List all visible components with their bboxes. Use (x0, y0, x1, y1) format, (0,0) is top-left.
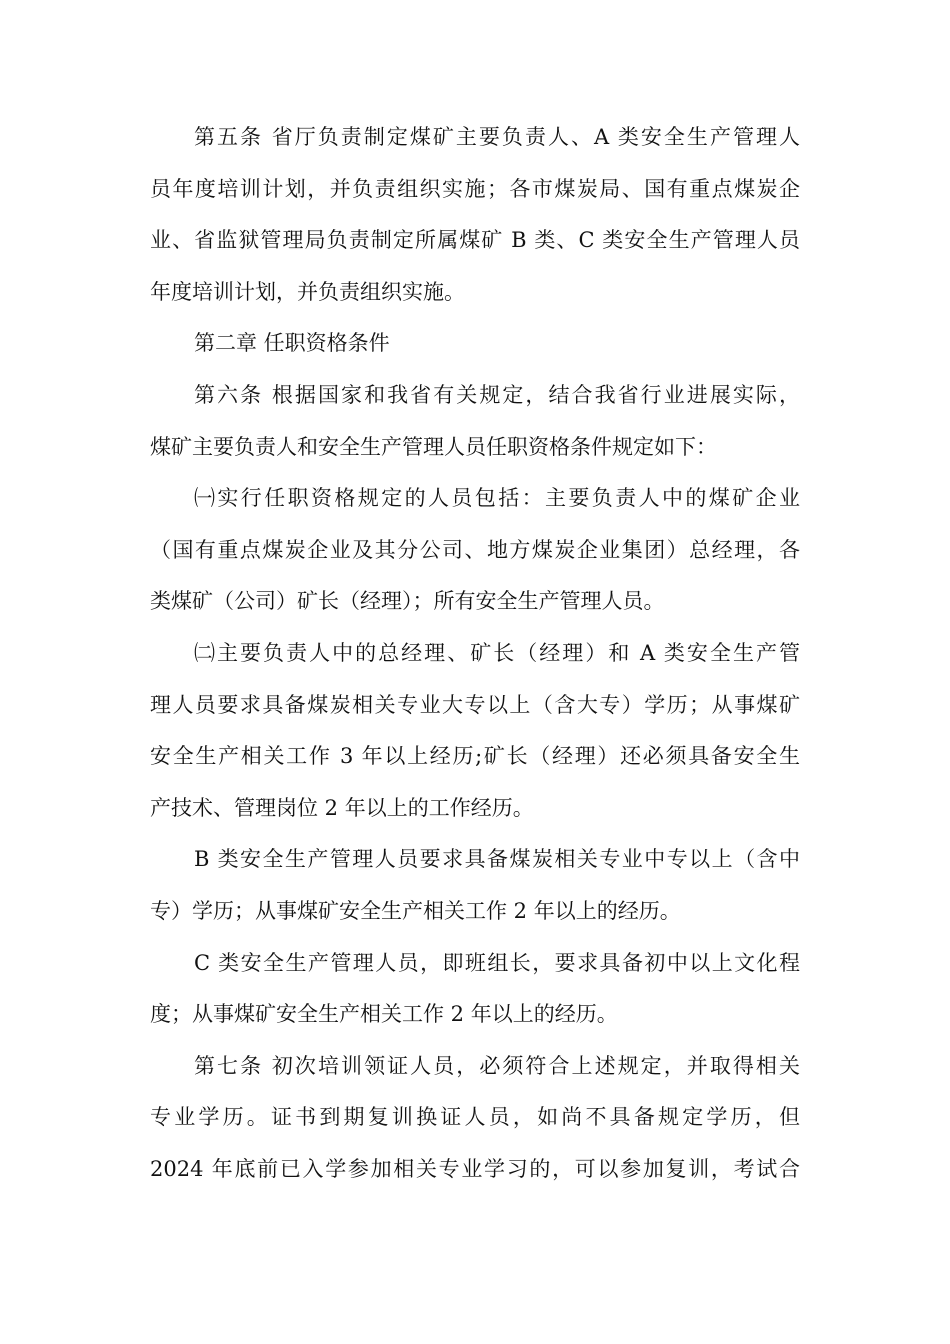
text-line: 煤矿主要负责人和安全生产管理人员任职资格条件规定如下： (150, 434, 717, 459)
text-line: 第六条 根据国家和我省有关规定，结合我省行业进展实际， (194, 382, 800, 407)
chapter-heading: 第二章 任职资格条件 (194, 331, 390, 356)
text-line: 专）学历；从事煤矿安全生产相关工作 2 年以上的经历。 (150, 898, 681, 923)
text-line: 年度培训计划，并负责组织实施。 (150, 279, 465, 304)
text-line: C 类安全生产管理人员，即班组长，要求具备初中以上文化程 (194, 950, 800, 975)
text-line: 类煤矿（公司）矿长（经理）；所有安全生产管理人员。 (150, 589, 665, 614)
text-line: 业、省监狱管理局负责制定所属煤矿 B 类、C 类安全生产管理人员 (150, 228, 800, 253)
text-line: B 类安全生产管理人员要求具备煤炭相关专业中专以上（含中 (194, 847, 800, 872)
text-line: 2024 年底前已入学参加相关专业学习的，可以参加复训，考试合 (150, 1156, 800, 1181)
text-line: ㈡主要负责人中的总经理、矿长（经理）和 A 类安全生产管 (194, 640, 800, 665)
text-line: 员年度培训计划，并负责组织实施；各市煤炭局、国有重点煤炭企 (150, 176, 800, 201)
text-line: 度；从事煤矿安全生产相关工作 2 年以上的经历。 (150, 1002, 618, 1027)
text-line: 第五条 省厅负责制定煤矿主要负责人、A 类安全生产管理人 (194, 125, 800, 149)
text-line: 理人员要求具备煤炭相关专业大专以上（含大专）学历；从事煤矿 (150, 692, 800, 717)
text-line: 产技术、管理岗位 2 年以上的工作经历。 (150, 795, 534, 820)
text-line: ㈠实行任职资格规定的人员包括：主要负责人中的煤矿企业 (194, 486, 800, 511)
text-line: （国有重点煤炭企业及其分公司、地方煤炭企业集团）总经理，各 (150, 537, 800, 562)
text-line: 安全生产相关工作 3 年以上经历;矿长（经理）还必须具备安全生 (150, 744, 800, 769)
text-line: 专业学历。证书到期复训换证人员，如尚不具备规定学历，但 (150, 1105, 800, 1130)
text-line: 第七条 初次培训领证人员，必须符合上述规定，并取得相关 (194, 1053, 800, 1078)
document-body (150, 112, 800, 1195)
